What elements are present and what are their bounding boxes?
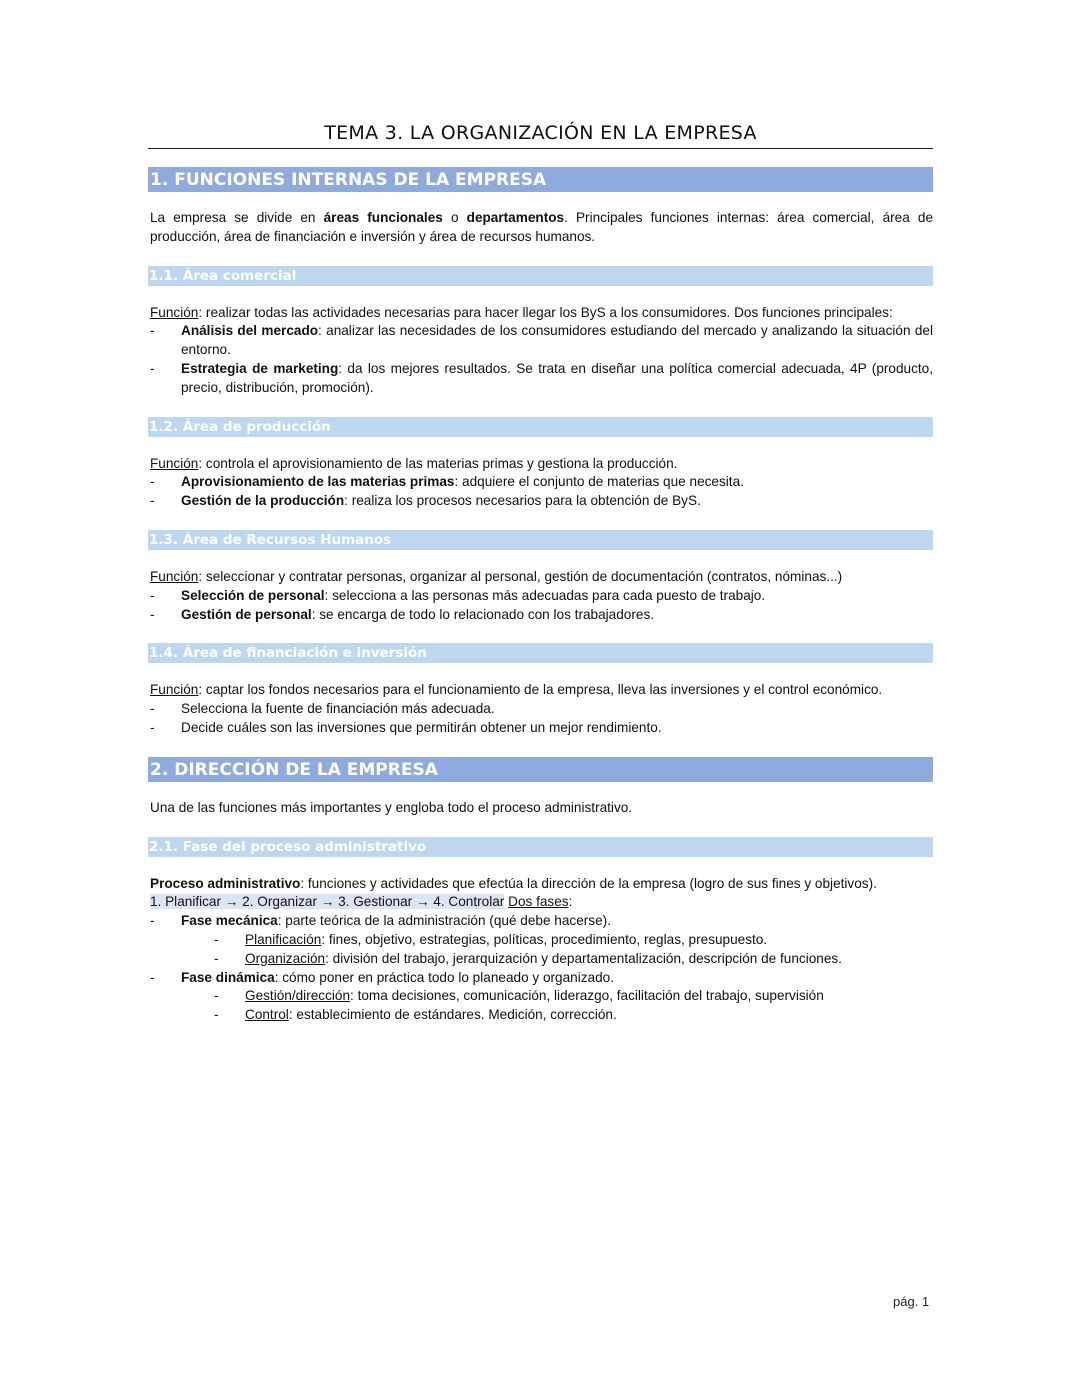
- page-content: [148, 122, 933, 1025]
- definition-line: Proceso administrativo: funciones y actividades que efectúa la dirección de la empresa (logro de sus fines y objetivos).: [150, 875, 877, 891]
- function-line: Función: captar los fondos necesarios para el funcionamiento de la empresa, lleva las inversiones y el control económico.: [150, 682, 883, 698]
- nested-list-item: - Planificación: fines, objetivo, estrategias, políticas, procedimiento, reglas, presupuesto.: [214, 931, 768, 947]
- subsection-heading-1-4: 1.4. Área de financiación e inversión: [148, 643, 933, 663]
- list-item: - Aprovisionamiento de las materias primas: adquiere el conjunto de materias que necesita.: [150, 474, 744, 490]
- list-item: - Decide cuáles son las inversiones que permitirán obtener un mejor rendimiento.: [150, 719, 662, 735]
- subsection-heading-1-1: 1.1. Área comercial: [148, 266, 933, 286]
- page-number: pág. 1: [893, 1294, 930, 1309]
- list-item: - Fase dinámica: cómo poner en práctica todo lo planeado y organizado.: [150, 969, 615, 985]
- list-item: - Selecciona la fuente de financiación más adecuada.: [150, 701, 495, 717]
- section-heading-1: 1. FUNCIONES INTERNAS DE LA EMPRESA: [148, 167, 933, 192]
- subsection-heading-1-3: 1.3. Área de Recursos Humanos: [148, 530, 933, 550]
- function-line: Función: controla el aprovisionamiento de las materias primas y gestiona la producción.: [150, 455, 678, 471]
- subsection-heading-1-2: 1.2. Área de producción: [148, 417, 933, 437]
- subsection-heading-2-1: 2.1. Fase del proceso administrativo: [148, 837, 933, 857]
- section2-intro: Una de las funciones más importantes y engloba todo el proceso administrativo.: [150, 799, 633, 815]
- section-heading-2: 2. DIRECCIÓN DE LA EMPRESA: [148, 757, 933, 782]
- list-item: - Análisis del mercado: analizar las necesidades de los consumidores estudiando del mercado y analizando la situación del entorno.: [150, 323, 933, 358]
- process-sequence: 1. Planificar → 2. Organizar → 3. Gestionar → 4. Controlar: [150, 894, 505, 910]
- function-line: Función: realizar todas las actividades necesarias para hacer llegar los ByS a los consumidores. Dos funciones principales:: [150, 304, 893, 320]
- nested-list-item: - Organización: división del trabajo, jerarquización y departamentalización, descripción de funciones.: [214, 950, 842, 966]
- sequence-line: 1. Planificar → 2. Organizar → 3. Gestionar → 4. Controlar Dos fases:: [150, 894, 573, 910]
- list-item: - Fase mecánica: parte teórica de la administración (qué debe hacerse).: [150, 913, 611, 929]
- function-line: Función: seleccionar y contratar personas, organizar al personal, gestión de documentación (contratos, nóminas...): [150, 568, 843, 584]
- nested-list-item: - Control: establecimiento de estándares. Medición, corrección.: [214, 1007, 617, 1023]
- document-title: TEMA 3. LA ORGANIZACIÓN EN LA EMPRESA: [148, 122, 933, 149]
- list-item: - Selección de personal: selecciona a las personas más adecuadas para cada puesto de trabajo.: [150, 587, 766, 603]
- list-item: - Gestión de personal: se encarga de todo lo relacionado con los trabajadores.: [150, 606, 655, 622]
- section1-intro: La empresa se divide en áreas funcionales o departamentos. Principales funciones internas: área comercial, área de producción, área de financiación e inversión y área de recursos humanos.: [150, 210, 934, 244]
- list-item: - Estrategia de marketing: da los mejores resultados. Se trata en diseñar una política comercial adecuada, 4P (producto, precio, distribución, promoción).: [150, 360, 933, 395]
- list-item: - Gestión de la producción: realiza los procesos necesarios para la obtención de ByS.: [150, 493, 701, 509]
- nested-list-item: - Gestión/dirección: toma decisiones, comunicación, liderazgo, facilitación del trabajo, supervisión: [214, 988, 824, 1004]
